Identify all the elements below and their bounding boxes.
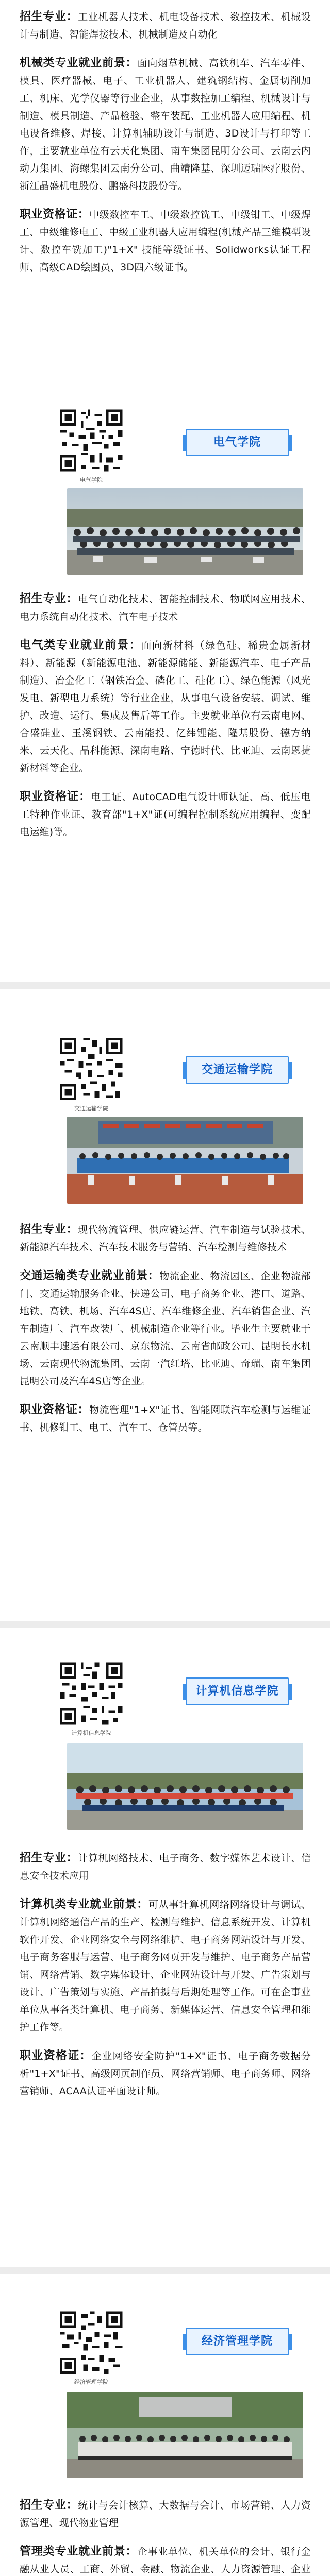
enroll-majors-label: 招生专业： bbox=[20, 592, 78, 605]
employment-text: 可从事计算机网络网络设计与调试、计算机网络通信产品的生产、检测与维护、信息系统开发、计算机软件开发、企业网络安全与网络维护、电子商务网站设计与开发、电子商务客服与运营、电子商务网页开发与维护、电子商务产品营销、网络营销、数字媒体设计、企业网站设计与开发、广告策划与设计、广告策划与实施、产品拍摄与后期处理等工作。可在企事业单位从事各类计算机、电子商务、新媒体运营、信息安全管理和维护工作等。 bbox=[20, 1899, 311, 2033]
qr-code-economy bbox=[58, 2309, 125, 2376]
employment-text: 面向新材料（绿色硅、稀贵金属新材料）、新能源（新能源电池、新能源储能、新能源汽车、电子产品制造）、冶金化工（钢铁冶金、磷化工、硅化工）、绿色能源（风光发电、新型电力系统）等行业企业，从事电气设备安装、调试、维护、改造、运行、集成及售后等工作。主要就业单位有云南电网、合盛硅业、玉溪钢铁、云南能投、亿纬锂能、隆基股份、德方纳米、云天化、晶科能源、深南电路、宁德时代、比亚迪、云南恩捷新材料等企业。 bbox=[20, 640, 311, 774]
enroll-majors-label: 招生专业： bbox=[20, 10, 78, 23]
section-title-economy: 经济管理学院 bbox=[186, 2328, 289, 2355]
enroll-majors-label: 招生专业： bbox=[20, 2499, 78, 2512]
section-divider bbox=[0, 982, 330, 989]
enroll-majors-text: 统计与会计核算、大数据与会计、市场营销、人力资源管理、现代物业管理 bbox=[20, 2500, 311, 2529]
employment-label: 管理类专业就业前景： bbox=[20, 2545, 138, 2558]
employment-text: 面向烟草机械、高铁机车、汽车零件、模具、医疗器械、电子、工业机器人、建筑钢结构、金属切削加工、机床、光学仪器等行业企业，从事数控加工编程、机械设计与制造、模具制造、产品检验、整车装配、工业机器人应用编程、机电设备维修、焊接、计算机辅助设计与制造、3D设计与打印等工作，主要就业单位有云天化集团、南车集团昆明分公司、云南云内动力集团、海螺集团云南分公司、曲靖隆基、深圳迈瑞医疗股份、浙江晶盛机电股份、鹏盛科技股份等。 bbox=[20, 58, 311, 192]
certificate-text: 电工证、AutoCAD电气设计师认证、高、低压电工特种作业证、教育部"1+X"证(可编程控制系统应用编程、变配电运维)等。 bbox=[20, 791, 311, 838]
certificate-label: 职业资格证： bbox=[20, 208, 90, 221]
section-computer-text bbox=[20, 1850, 311, 2100]
enroll-majors-text: 工业机器人技术、机电设备技术、数控技术、机械设计与制造、智能焊接技术、机械制造及自动化 bbox=[20, 11, 311, 40]
section-economy-text bbox=[20, 2497, 311, 2576]
group-photo-electric bbox=[67, 488, 303, 575]
section-title-electric: 电气学院 bbox=[186, 429, 289, 456]
enroll-majors-text: 电气自动化技术、智能控制技术、物联网应用技术、电力系统自动化技术、汽车电子技术 bbox=[20, 594, 311, 622]
section-traffic-text bbox=[20, 1221, 311, 1436]
employment-label: 机械类专业就业前景： bbox=[20, 57, 138, 70]
section-divider bbox=[0, 2267, 330, 2274]
group-photo-traffic bbox=[67, 1117, 303, 1204]
enroll-majors-text: 计算机网络技术、电子商务、数字媒体艺术设计、信息安全技术应用 bbox=[20, 1853, 311, 1882]
qr-caption-economy: 经济管理学院 bbox=[74, 2379, 108, 2385]
employment-text: 企事业单位、机关单位的会计、银行金融从业人员、工商、外贸、金融、物流企业、人力资源管理、企业 bbox=[20, 2546, 311, 2575]
certificate-label: 职业资格证： bbox=[20, 2049, 92, 2062]
section-divider bbox=[0, 1621, 330, 1628]
certificate-text: 物流管理"1+X"证书、智能网联汽车检测与运维证书、机修钳工、电工、汽车工、仓管员等。 bbox=[20, 1404, 311, 1433]
section-mech-text bbox=[20, 8, 311, 276]
employment-text: 物流企业、物流园区、企业物流部门、交通运输服务企业、快递公司、电子商务企业、港口、道路、地铁、高铁、机场、汽车4S店、汽车维修企业、汽车销售企业、汽车制造厂、汽车改装厂、机械制造企业等行业。毕业生主要就业于云南顺丰速运有限公司、京东物流、云南省邮政公司、昆明长水机场、云南现代物流集团、云南一汽红塔、比亚迪、奇瑞、南车集团昆明公司及汽车4S店等企业。 bbox=[20, 1270, 311, 1387]
qr-code-electric bbox=[58, 407, 125, 474]
enroll-majors-label: 招生专业： bbox=[20, 1223, 78, 1236]
qr-code-traffic bbox=[58, 1036, 125, 1103]
certificate-text: 中级数控车工、中级数控铣工、中级钳工、中级焊工、中级维修电工、中级工业机器人应用编程(机械产品三维模型设计、数控车铣加工)"1+X" 技能等级证书、Solidworks认证工程师、高级CAD绘图员、3D四六级证书。 bbox=[20, 209, 311, 273]
employment-label: 电气类专业就业前景： bbox=[20, 639, 142, 652]
enroll-majors-text: 现代物流管理、供应链运营、汽车制造与试验技术、新能源汽车技术、汽车技术服务与营销、汽车检测与维修技术 bbox=[20, 1224, 311, 1253]
certificate-text: 企业网络安全防护"1+X"证书、电子商务数据分析"1+X"证书、高级网页制作员、网络营销师、电子商务师、网络营销师、ACAA认证平面设计师。 bbox=[20, 2050, 311, 2097]
certificate-label: 职业资格证： bbox=[20, 790, 91, 803]
qr-caption-traffic: 交通运输学院 bbox=[74, 1105, 108, 1112]
certificate-label: 职业资格证： bbox=[20, 1403, 89, 1416]
section-electric-text bbox=[20, 590, 311, 841]
section-title-traffic: 交通运输学院 bbox=[186, 1056, 289, 1084]
enroll-majors-label: 招生专业： bbox=[20, 1852, 78, 1865]
group-photo-computer bbox=[67, 1743, 303, 1830]
qr-code-computer bbox=[58, 1660, 125, 1727]
qr-caption-electric: 电气学院 bbox=[80, 477, 103, 483]
employment-label: 交通运输类专业就业前景： bbox=[20, 1269, 160, 1282]
employment-label: 计算机类专业就业前景： bbox=[20, 1898, 148, 1911]
section-title-computer: 计算机信息学院 bbox=[186, 1677, 289, 1705]
group-photo-economy bbox=[67, 2392, 303, 2478]
qr-caption-computer: 计算机信息学院 bbox=[71, 1730, 111, 1736]
